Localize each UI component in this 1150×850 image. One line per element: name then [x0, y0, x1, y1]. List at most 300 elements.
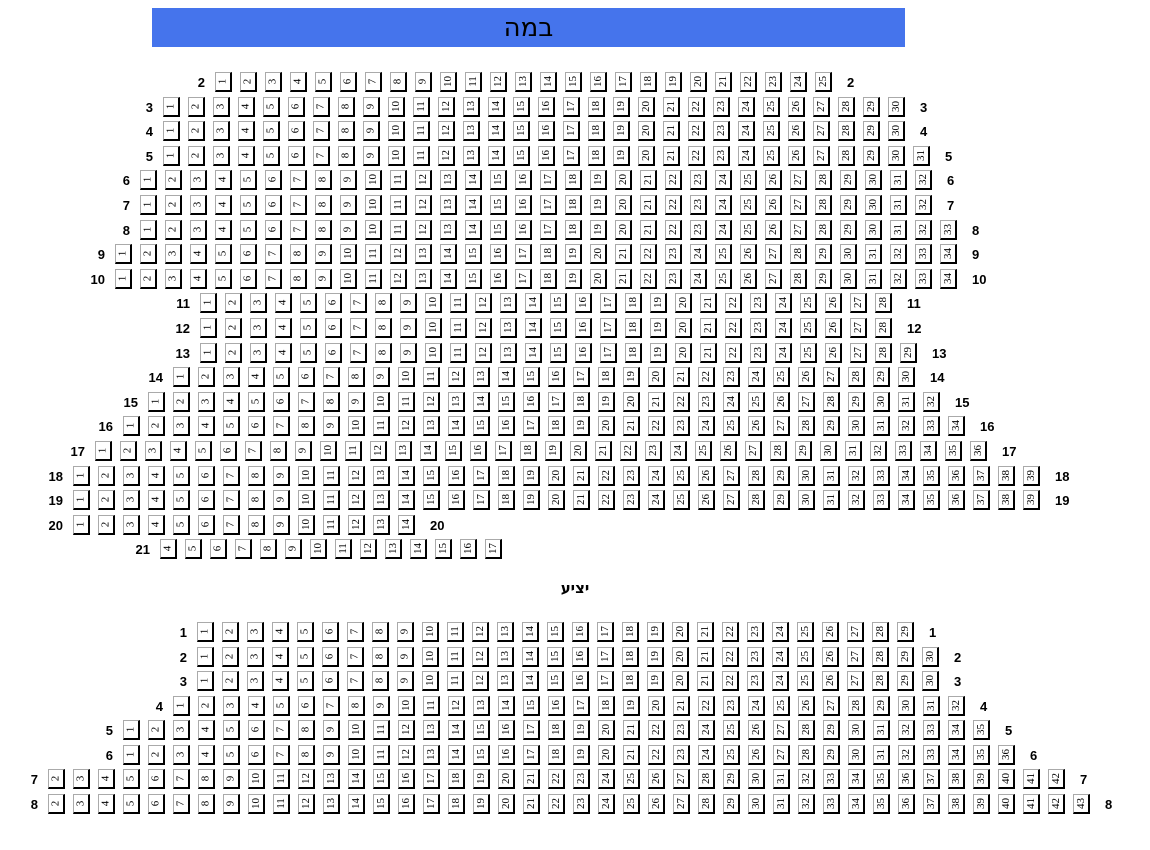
seat[interactable]	[340, 244, 357, 264]
seat[interactable]	[790, 195, 807, 215]
seat[interactable]	[797, 671, 814, 691]
seat[interactable]	[338, 97, 355, 117]
seat[interactable]	[315, 244, 332, 264]
seat[interactable]	[898, 367, 915, 387]
seat[interactable]	[148, 416, 165, 436]
seat[interactable]	[365, 72, 382, 92]
seat[interactable]	[773, 745, 790, 765]
seat[interactable]	[945, 441, 962, 461]
seat[interactable]	[298, 794, 315, 814]
seat[interactable]	[748, 466, 765, 486]
seat[interactable]	[297, 622, 314, 642]
seat[interactable]	[723, 720, 740, 740]
seat[interactable]	[823, 794, 840, 814]
seat[interactable]	[422, 671, 439, 691]
seat[interactable]	[225, 343, 242, 363]
seat[interactable]	[573, 466, 590, 486]
seat[interactable]	[673, 490, 690, 510]
seat[interactable]	[1048, 769, 1065, 789]
seat[interactable]	[290, 195, 307, 215]
seat[interactable]	[648, 466, 665, 486]
seat[interactable]	[372, 647, 389, 667]
seat[interactable]	[448, 466, 465, 486]
seat[interactable]	[185, 539, 202, 559]
seat[interactable]	[665, 269, 682, 289]
seat[interactable]	[800, 343, 817, 363]
seat[interactable]	[473, 392, 490, 412]
seat[interactable]	[98, 466, 115, 486]
seat[interactable]	[823, 696, 840, 716]
seat[interactable]	[738, 97, 755, 117]
seat[interactable]	[698, 490, 715, 510]
seat[interactable]	[365, 244, 382, 264]
seat[interactable]	[923, 794, 940, 814]
seat[interactable]	[425, 318, 442, 338]
seat[interactable]	[240, 72, 257, 92]
seat[interactable]	[73, 515, 90, 535]
seat[interactable]	[200, 293, 217, 313]
seat[interactable]	[300, 293, 317, 313]
seat[interactable]	[665, 170, 682, 190]
seat[interactable]	[998, 745, 1015, 765]
seat[interactable]	[622, 622, 639, 642]
seat[interactable]	[648, 720, 665, 740]
seat[interactable]	[538, 121, 555, 141]
seat[interactable]	[822, 671, 839, 691]
seat[interactable]	[798, 769, 815, 789]
seat[interactable]	[248, 720, 265, 740]
seat[interactable]	[715, 170, 732, 190]
seat[interactable]	[523, 367, 540, 387]
seat[interactable]	[488, 146, 505, 166]
seat[interactable]	[923, 720, 940, 740]
seat[interactable]	[323, 392, 340, 412]
seat[interactable]	[875, 318, 892, 338]
seat[interactable]	[798, 745, 815, 765]
seat[interactable]	[565, 220, 582, 240]
seat[interactable]	[472, 622, 489, 642]
seat[interactable]	[948, 416, 965, 436]
seat[interactable]	[373, 416, 390, 436]
seat[interactable]	[600, 343, 617, 363]
seat[interactable]	[173, 769, 190, 789]
seat[interactable]	[547, 622, 564, 642]
seat[interactable]	[548, 367, 565, 387]
seat[interactable]	[790, 220, 807, 240]
seat[interactable]	[363, 121, 380, 141]
seat[interactable]	[297, 647, 314, 667]
seat[interactable]	[313, 97, 330, 117]
seat[interactable]	[95, 441, 112, 461]
seat[interactable]	[647, 671, 664, 691]
seat[interactable]	[850, 343, 867, 363]
seat[interactable]	[813, 146, 830, 166]
seat[interactable]	[222, 671, 239, 691]
seat[interactable]	[675, 343, 692, 363]
seat[interactable]	[573, 416, 590, 436]
seat[interactable]	[613, 97, 630, 117]
seat[interactable]	[698, 720, 715, 740]
seat[interactable]	[548, 416, 565, 436]
seat[interactable]	[323, 367, 340, 387]
seat[interactable]	[697, 622, 714, 642]
seat[interactable]	[573, 392, 590, 412]
seat[interactable]	[115, 244, 132, 264]
seat[interactable]	[285, 539, 302, 559]
seat[interactable]	[173, 416, 190, 436]
seat[interactable]	[698, 769, 715, 789]
seat[interactable]	[447, 622, 464, 642]
seat[interactable]	[750, 343, 767, 363]
seat[interactable]	[790, 244, 807, 264]
seat[interactable]	[488, 97, 505, 117]
seat[interactable]	[415, 220, 432, 240]
seat[interactable]	[615, 72, 632, 92]
seat[interactable]	[865, 269, 882, 289]
seat[interactable]	[398, 720, 415, 740]
seat[interactable]	[740, 244, 757, 264]
seat[interactable]	[165, 195, 182, 215]
seat[interactable]	[538, 146, 555, 166]
seat[interactable]	[898, 794, 915, 814]
seat[interactable]	[222, 647, 239, 667]
seat[interactable]	[473, 745, 490, 765]
seat[interactable]	[573, 769, 590, 789]
seat[interactable]	[500, 293, 517, 313]
seat[interactable]	[388, 121, 405, 141]
seat[interactable]	[498, 720, 515, 740]
seat[interactable]	[170, 441, 187, 461]
seat[interactable]	[500, 343, 517, 363]
seat[interactable]	[822, 647, 839, 667]
seat[interactable]	[873, 794, 890, 814]
seat[interactable]	[722, 671, 739, 691]
seat[interactable]	[545, 441, 562, 461]
seat[interactable]	[295, 441, 312, 461]
seat[interactable]	[425, 293, 442, 313]
seat[interactable]	[650, 318, 667, 338]
seat[interactable]	[640, 195, 657, 215]
seat[interactable]	[547, 671, 564, 691]
seat[interactable]	[622, 671, 639, 691]
seat[interactable]	[765, 170, 782, 190]
seat[interactable]	[940, 244, 957, 264]
seat[interactable]	[425, 343, 442, 363]
seat[interactable]	[623, 794, 640, 814]
seat[interactable]	[888, 146, 905, 166]
seat[interactable]	[898, 466, 915, 486]
seat[interactable]	[715, 220, 732, 240]
seat[interactable]	[800, 293, 817, 313]
seat[interactable]	[573, 367, 590, 387]
seat[interactable]	[270, 441, 287, 461]
seat[interactable]	[350, 343, 367, 363]
seat[interactable]	[873, 416, 890, 436]
seat[interactable]	[323, 490, 340, 510]
seat[interactable]	[598, 392, 615, 412]
seat[interactable]	[315, 269, 332, 289]
seat[interactable]	[638, 121, 655, 141]
seat[interactable]	[598, 769, 615, 789]
seat[interactable]	[173, 466, 190, 486]
seat[interactable]	[625, 318, 642, 338]
seat[interactable]	[615, 195, 632, 215]
seat[interactable]	[623, 490, 640, 510]
seat[interactable]	[565, 195, 582, 215]
seat[interactable]	[840, 195, 857, 215]
seat[interactable]	[875, 343, 892, 363]
seat[interactable]	[623, 392, 640, 412]
seat[interactable]	[213, 146, 230, 166]
seat[interactable]	[475, 318, 492, 338]
seat[interactable]	[348, 745, 365, 765]
seat[interactable]	[838, 146, 855, 166]
seat[interactable]	[548, 720, 565, 740]
seat[interactable]	[573, 490, 590, 510]
seat[interactable]	[825, 318, 842, 338]
seat[interactable]	[523, 745, 540, 765]
seat[interactable]	[613, 146, 630, 166]
seat[interactable]	[98, 515, 115, 535]
seat[interactable]	[573, 720, 590, 740]
seat[interactable]	[698, 367, 715, 387]
seat[interactable]	[370, 441, 387, 461]
seat[interactable]	[488, 121, 505, 141]
seat[interactable]	[148, 769, 165, 789]
seat[interactable]	[472, 647, 489, 667]
seat[interactable]	[423, 392, 440, 412]
seat[interactable]	[225, 318, 242, 338]
seat[interactable]	[775, 293, 792, 313]
seat[interactable]	[273, 466, 290, 486]
seat[interactable]	[400, 343, 417, 363]
seat[interactable]	[163, 121, 180, 141]
seat[interactable]	[773, 490, 790, 510]
seat[interactable]	[398, 794, 415, 814]
seat[interactable]	[173, 515, 190, 535]
seat[interactable]	[250, 343, 267, 363]
seat[interactable]	[438, 97, 455, 117]
seat[interactable]	[223, 392, 240, 412]
seat[interactable]	[688, 121, 705, 141]
seat[interactable]	[288, 97, 305, 117]
seat[interactable]	[447, 671, 464, 691]
seat[interactable]	[873, 466, 890, 486]
seat[interactable]	[525, 318, 542, 338]
seat[interactable]	[898, 392, 915, 412]
seat[interactable]	[410, 539, 427, 559]
seat[interactable]	[648, 696, 665, 716]
seat[interactable]	[248, 490, 265, 510]
seat[interactable]	[440, 269, 457, 289]
seat[interactable]	[490, 195, 507, 215]
seat[interactable]	[573, 696, 590, 716]
seat[interactable]	[140, 170, 157, 190]
seat[interactable]	[763, 121, 780, 141]
seat[interactable]	[973, 490, 990, 510]
seat[interactable]	[798, 720, 815, 740]
seat[interactable]	[223, 769, 240, 789]
seat[interactable]	[322, 622, 339, 642]
seat[interactable]	[848, 392, 865, 412]
seat[interactable]	[223, 515, 240, 535]
seat[interactable]	[872, 671, 889, 691]
seat[interactable]	[890, 269, 907, 289]
seat[interactable]	[773, 696, 790, 716]
seat[interactable]	[120, 441, 137, 461]
seat[interactable]	[373, 696, 390, 716]
seat[interactable]	[450, 293, 467, 313]
seat[interactable]	[220, 441, 237, 461]
seat[interactable]	[848, 367, 865, 387]
seat[interactable]	[423, 720, 440, 740]
seat[interactable]	[573, 745, 590, 765]
seat[interactable]	[970, 441, 987, 461]
seat[interactable]	[673, 392, 690, 412]
seat[interactable]	[345, 441, 362, 461]
seat[interactable]	[388, 146, 405, 166]
seat[interactable]	[315, 220, 332, 240]
seat[interactable]	[470, 441, 487, 461]
seat[interactable]	[165, 220, 182, 240]
seat[interactable]	[922, 671, 939, 691]
seat[interactable]	[713, 146, 730, 166]
seat[interactable]	[373, 769, 390, 789]
seat[interactable]	[740, 195, 757, 215]
seat[interactable]	[548, 466, 565, 486]
seat[interactable]	[448, 490, 465, 510]
seat[interactable]	[498, 490, 515, 510]
seat[interactable]	[540, 170, 557, 190]
seat[interactable]	[948, 696, 965, 716]
seat[interactable]	[372, 622, 389, 642]
seat[interactable]	[948, 490, 965, 510]
seat[interactable]	[788, 121, 805, 141]
seat[interactable]	[740, 220, 757, 240]
seat[interactable]	[588, 97, 605, 117]
seat[interactable]	[215, 220, 232, 240]
seat[interactable]	[523, 769, 540, 789]
seat[interactable]	[845, 441, 862, 461]
seat[interactable]	[463, 121, 480, 141]
seat[interactable]	[448, 720, 465, 740]
seat[interactable]	[673, 745, 690, 765]
seat[interactable]	[750, 318, 767, 338]
seat[interactable]	[523, 416, 540, 436]
seat[interactable]	[815, 170, 832, 190]
seat[interactable]	[872, 622, 889, 642]
seat[interactable]	[448, 367, 465, 387]
seat[interactable]	[738, 121, 755, 141]
seat[interactable]	[948, 466, 965, 486]
seat[interactable]	[390, 170, 407, 190]
seat[interactable]	[640, 269, 657, 289]
seat[interactable]	[475, 343, 492, 363]
seat[interactable]	[173, 696, 190, 716]
seat[interactable]	[897, 671, 914, 691]
seat[interactable]	[948, 745, 965, 765]
seat[interactable]	[348, 696, 365, 716]
seat[interactable]	[748, 769, 765, 789]
seat[interactable]	[340, 195, 357, 215]
seat[interactable]	[723, 794, 740, 814]
seat[interactable]	[450, 343, 467, 363]
seat[interactable]	[915, 269, 932, 289]
seat[interactable]	[73, 794, 90, 814]
seat[interactable]	[940, 220, 957, 240]
seat[interactable]	[265, 220, 282, 240]
seat[interactable]	[700, 343, 717, 363]
seat[interactable]	[198, 720, 215, 740]
seat[interactable]	[423, 745, 440, 765]
seat[interactable]	[973, 769, 990, 789]
seat[interactable]	[340, 170, 357, 190]
seat[interactable]	[123, 745, 140, 765]
seat[interactable]	[298, 745, 315, 765]
seat[interactable]	[263, 121, 280, 141]
seat[interactable]	[690, 269, 707, 289]
seat[interactable]	[438, 121, 455, 141]
seat[interactable]	[198, 392, 215, 412]
seat[interactable]	[672, 647, 689, 667]
seat[interactable]	[248, 466, 265, 486]
seat[interactable]	[563, 97, 580, 117]
seat[interactable]	[648, 392, 665, 412]
seat[interactable]	[973, 720, 990, 740]
seat[interactable]	[273, 515, 290, 535]
seat[interactable]	[598, 794, 615, 814]
seat[interactable]	[773, 466, 790, 486]
seat[interactable]	[748, 794, 765, 814]
seat[interactable]	[298, 490, 315, 510]
seat[interactable]	[215, 170, 232, 190]
seat[interactable]	[448, 696, 465, 716]
seat[interactable]	[790, 170, 807, 190]
seat[interactable]	[400, 293, 417, 313]
seat[interactable]	[700, 293, 717, 313]
seat[interactable]	[665, 72, 682, 92]
seat[interactable]	[873, 392, 890, 412]
seat[interactable]	[638, 146, 655, 166]
seat[interactable]	[197, 647, 214, 667]
seat[interactable]	[665, 195, 682, 215]
seat[interactable]	[198, 490, 215, 510]
seat[interactable]	[670, 441, 687, 461]
seat[interactable]	[565, 170, 582, 190]
seat[interactable]	[773, 367, 790, 387]
seat[interactable]	[373, 720, 390, 740]
seat[interactable]	[248, 392, 265, 412]
seat[interactable]	[648, 416, 665, 436]
seat[interactable]	[365, 269, 382, 289]
seat[interactable]	[848, 745, 865, 765]
seat[interactable]	[520, 441, 537, 461]
seat[interactable]	[838, 121, 855, 141]
seat[interactable]	[623, 416, 640, 436]
seat[interactable]	[640, 170, 657, 190]
seat[interactable]	[640, 72, 657, 92]
seat[interactable]	[575, 343, 592, 363]
seat[interactable]	[898, 416, 915, 436]
seat[interactable]	[390, 244, 407, 264]
seat[interactable]	[547, 647, 564, 667]
seat[interactable]	[513, 146, 530, 166]
seat[interactable]	[848, 466, 865, 486]
seat[interactable]	[847, 647, 864, 667]
seat[interactable]	[772, 671, 789, 691]
seat[interactable]	[423, 794, 440, 814]
seat[interactable]	[98, 769, 115, 789]
